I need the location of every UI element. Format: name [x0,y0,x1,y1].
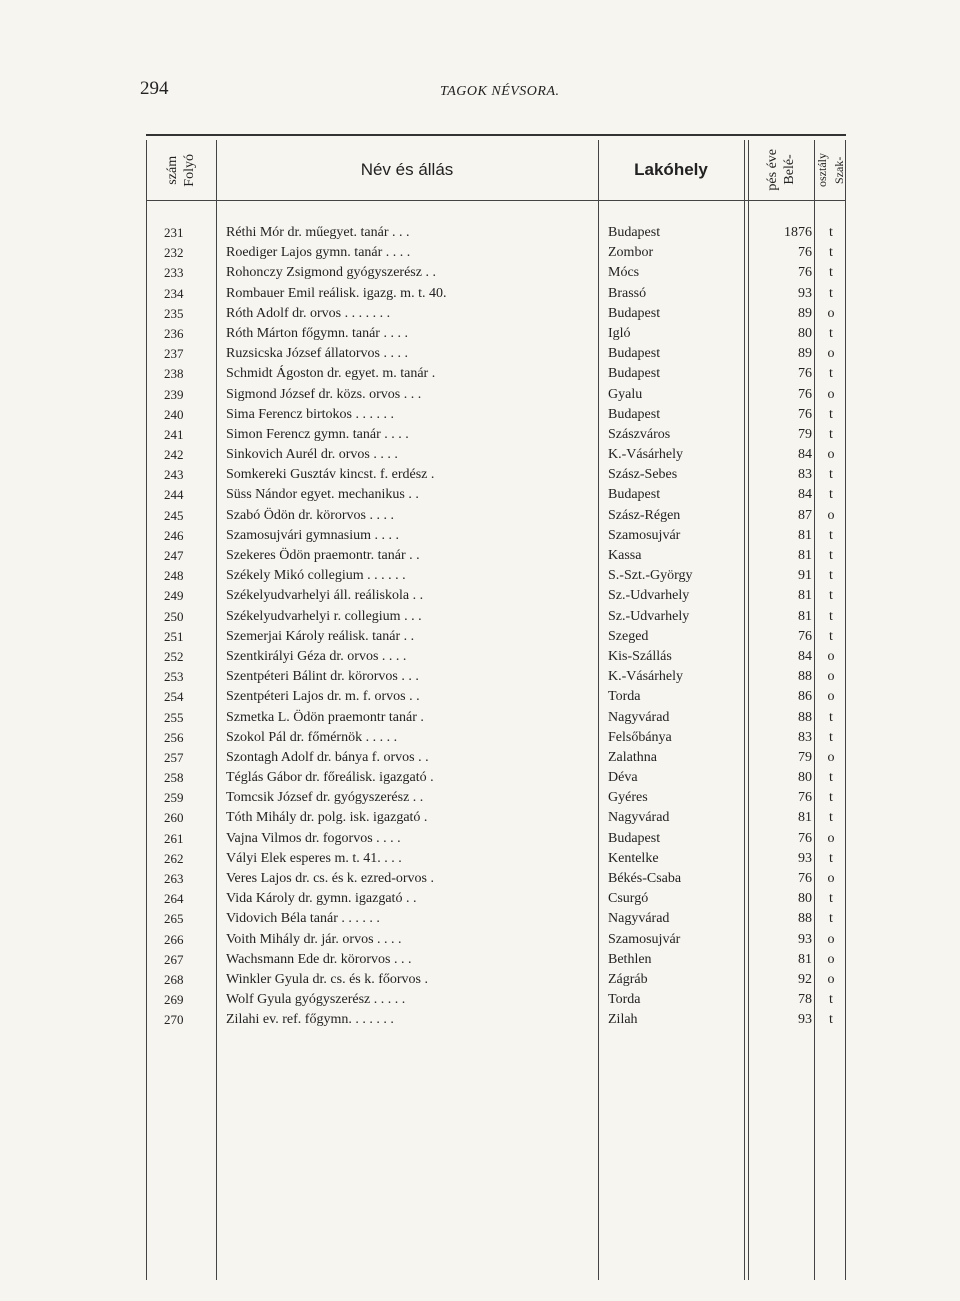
member-residence: Szász-Régen [608,507,681,523]
table-row [146,566,846,586]
row-number: 239 [164,386,184,402]
member-section: t [829,1012,833,1028]
member-section: o [827,931,835,947]
table-row [146,324,846,344]
table-row [146,546,846,566]
header-year-line1: Belé- [781,154,797,186]
table-row [146,808,846,828]
member-name: Szokol Pál dr. főmérnök . . . . . [226,729,398,745]
member-name: Tóth Mihály dr. polg. isk. igazgató . [226,810,428,826]
row-number: 260 [164,810,184,826]
member-residence: K.-Vásárhely [608,447,684,463]
header-section-line1: Szak- [832,156,846,184]
row-number: 244 [164,487,184,503]
join-year: 86 [798,689,812,705]
member-name: Szentpéteri Bálint dr. körorvos . . . [226,669,419,685]
table-row [146,909,846,929]
row-number: 261 [164,830,184,846]
row-number: 248 [164,568,184,584]
member-name: Veres Lajos dr. cs. és k. ezred-orvos . [226,871,434,886]
member-name: Róth Adolf dr. orvos . . . . . . . [226,305,391,321]
table-row [146,970,846,990]
member-name: Szontagh Adolf dr. bánya f. orvos . . [226,749,429,765]
row-number: 268 [164,971,184,987]
member-name: Székelyudvarhelyi r. collegium . . . [226,608,422,624]
member-name: Somkereki Gusztáv kincst. f. erdész . [226,467,435,483]
row-number: 262 [164,850,184,866]
member-section: t [829,487,833,503]
member-name: Vidovich Béla tanár . . . . . . [226,911,380,927]
table-row [146,889,846,909]
join-year: 76 [798,628,812,644]
join-year: 76 [798,245,812,261]
member-residence: Torda [608,689,641,705]
row-number: 232 [164,245,184,261]
member-residence: Felsőbánya [608,729,672,745]
row-number: 267 [164,951,184,967]
header-serial-line1: Folyó [181,153,197,187]
members-table [146,140,846,1031]
row-number: 270 [164,1012,184,1028]
member-section: t [829,790,833,806]
member-section: t [829,265,833,281]
row-number: 243 [164,467,184,483]
table-row [146,304,846,324]
member-name: Szentkirályi Géza dr. orvos . . . . [226,648,407,664]
member-residence: Sz.-Udvarhely [608,608,690,624]
table-body [146,201,846,1031]
join-year: 79 [798,426,812,442]
table-row [146,788,846,808]
member-section: t [829,467,833,483]
table-row [146,364,846,384]
top-rule [146,134,846,136]
member-section: o [827,951,835,967]
member-section: t [829,245,833,261]
join-year: 81 [798,810,812,826]
table-row [146,405,846,425]
running-head: TAGOK NÉVSORA. [440,84,560,99]
join-year: 79 [798,749,812,765]
table-row [146,748,846,768]
row-number: 246 [164,527,184,543]
table-row [146,223,846,243]
join-year: 93 [798,850,812,866]
table-row [146,284,846,304]
member-name: Szemerjai Károly reálisk. tanár . . [226,628,415,644]
row-number: 236 [164,325,184,341]
member-name: Szamosujvári gymnasium . . . . [226,527,400,543]
member-name: Süss Nándor egyet. mechanikus . . [226,487,419,503]
join-year: 80 [798,325,812,341]
join-year: 76 [798,386,812,402]
member-name: Rohonczy Zsigmond gyógyszerész . . [226,265,436,281]
join-year: 87 [798,507,812,523]
member-residence: K.-Vásárhely [608,669,684,685]
join-year: 84 [798,487,812,503]
member-residence: Szeged [608,628,649,644]
member-name: Sigmond József dr. közs. orvos . . . [226,386,422,402]
row-number: 234 [164,285,184,301]
member-residence: Mócs [608,265,640,281]
join-year: 93 [798,931,812,947]
member-residence: S.-Szt.-György [608,568,693,584]
member-section: t [829,325,833,341]
row-number: 256 [164,729,184,745]
table-row [146,385,846,405]
member-name: Wachsmann Ede dr. körorvos . . . [226,951,412,967]
join-year: 81 [798,608,812,624]
member-residence: Békés-Csaba [608,871,682,886]
table-row [146,425,846,445]
table-row [146,990,846,1010]
row-number: 257 [164,749,184,765]
table-row [146,263,846,283]
member-residence: Szamosujvár [608,527,681,543]
join-year: 76 [798,265,812,281]
member-name: Voith Mihály dr. jár. orvos . . . . [226,931,402,947]
member-section: t [829,729,833,745]
header-place: Lakóhely [634,160,708,179]
header-year-line2: pés éve [764,149,780,191]
member-residence: Zalathna [608,749,657,765]
member-section: o [827,346,835,362]
row-number: 249 [164,588,184,604]
member-residence: Zilah [608,1012,638,1028]
row-number: 235 [164,305,184,321]
member-residence: Nagyvárad [608,709,670,725]
member-residence: Zágráb [608,971,648,987]
member-residence: Nagyvárad [608,911,670,927]
table-header [146,140,846,201]
join-year: 78 [798,992,812,1008]
row-number: 253 [164,669,184,685]
member-section: o [827,689,835,705]
table-row [146,869,846,889]
member-name: Szekeres Ödön praemontr. tanár . . [226,548,420,563]
row-number: 254 [164,689,184,705]
join-year: 88 [798,709,812,725]
join-year: 83 [798,729,812,745]
member-section: t [829,709,833,725]
row-number: 242 [164,447,184,463]
member-name: Schmidt Ágoston dr. egyet. m. tanár . [226,366,436,382]
member-residence: Sz.-Udvarhely [608,588,690,604]
member-section: o [827,386,835,402]
member-name: Szabó Ödön dr. körorvos . . . . [226,507,394,523]
member-residence: Brassó [608,285,647,301]
header-serial [146,140,216,200]
member-name: Szentpéteri Lajos dr. m. f. orvos . . [226,689,420,705]
table-row [146,849,846,869]
row-number: 233 [164,265,184,281]
header-year [748,140,814,200]
table-row [146,526,846,546]
table-row [146,829,846,849]
join-year: 84 [798,447,812,463]
table-row [146,465,846,485]
join-year: 76 [798,790,812,806]
member-section: t [829,426,833,442]
member-name: Vályi Elek esperes m. t. 41. . . . [226,850,402,866]
row-number: 251 [164,628,184,644]
table-row [146,647,846,667]
page-number: 294 [140,78,169,99]
member-section: t [829,548,833,563]
member-section: o [827,749,835,765]
member-name: Zilahi ev. ref. főgymn. . . . . . . [226,1012,394,1028]
member-residence: Gyéres [608,790,648,806]
join-year: 89 [798,346,812,362]
join-year: 93 [798,285,812,301]
row-number: 231 [164,225,184,240]
row-number: 263 [164,871,184,886]
table-row [146,687,846,707]
join-year: 81 [798,951,812,967]
member-section: o [827,669,835,685]
table-row [146,667,846,687]
member-residence: Szász-Sebes [608,467,678,483]
table-row [146,344,846,364]
member-section: o [827,871,835,886]
member-residence: Déva [608,770,638,786]
table-row [146,627,846,647]
row-number: 265 [164,911,184,927]
member-name: Roediger Lajos gymn. tanár . . . . [226,245,411,261]
member-section: t [829,810,833,826]
table-row [146,607,846,627]
member-residence: Csurgó [608,891,649,907]
join-year: 83 [798,467,812,483]
member-residence: Igló [608,325,631,341]
member-section: o [827,971,835,987]
join-year: 81 [798,588,812,604]
member-section: t [829,850,833,866]
member-residence: Nagyvárad [608,810,670,826]
member-section: o [827,447,835,463]
member-name: Wolf Gyula gyógyszerész . . . . . [226,992,406,1008]
table-row [146,1010,846,1030]
member-name: Róth Márton főgymn. tanár . . . . [226,325,408,341]
member-name: Sima Ferencz birtokos . . . . . . [226,406,394,422]
member-residence: Gyalu [608,386,643,402]
header-section [815,140,846,200]
member-section: t [829,992,833,1008]
table-row [146,708,846,728]
member-residence: Kassa [608,548,642,563]
member-residence: Budapest [608,305,661,321]
member-name: Vida Károly dr. gymn. igazgató . . [226,891,417,907]
join-year: 1876 [784,225,812,240]
member-section: o [827,830,835,846]
member-section: t [829,911,833,927]
member-name: Téglás Gábor dr. főreálisk. igazgató . [226,770,434,786]
member-section: t [829,608,833,624]
member-section: t [829,770,833,786]
member-residence: Szamosujvár [608,931,681,947]
join-year: 88 [798,669,812,685]
header-serial-line2: szám [164,155,180,185]
member-residence: Zombor [608,245,654,261]
member-name: Réthi Mór dr. műegyet. tanár . . . [226,225,410,240]
join-year: 76 [798,366,812,382]
join-year: 84 [798,648,812,664]
join-year: 76 [798,406,812,422]
member-residence: Bethlen [608,951,652,967]
join-year: 89 [798,305,812,321]
member-residence: Torda [608,992,641,1008]
table-row [146,485,846,505]
member-name: Szmetka L. Ödön praemontr tanár . [226,709,424,725]
member-section: t [829,891,833,907]
member-residence: Budapest [608,225,661,240]
join-year: 91 [798,568,812,584]
member-section: t [829,588,833,604]
row-number: 237 [164,346,184,362]
member-section: o [827,648,835,664]
member-residence: Budapest [608,830,661,846]
row-number: 259 [164,790,184,806]
header-section-line2: osztály [815,153,829,187]
member-section: t [829,225,833,240]
member-name: Székely Mikó collegium . . . . . . [226,568,406,584]
member-section: o [827,507,835,523]
member-name: Székelyudvarhelyi áll. reáliskola . . [226,588,424,604]
member-residence: Budapest [608,366,661,382]
member-section: t [829,366,833,382]
join-year: 81 [798,527,812,543]
row-number: 258 [164,770,184,786]
row-number: 269 [164,992,184,1008]
join-year: 93 [798,1012,812,1028]
table-row [146,506,846,526]
member-residence: Budapest [608,346,661,362]
member-name: Rombauer Emil reálisk. igazg. m. t. 40. [226,285,447,301]
member-section: t [829,568,833,584]
member-name: Vajna Vilmos dr. fogorvos . . . . [226,830,401,846]
member-section: t [829,527,833,543]
row-number: 252 [164,648,184,664]
member-section: t [829,406,833,422]
member-name: Sinkovich Aurél dr. orvos . . . . [226,447,398,463]
join-year: 92 [798,971,812,987]
member-name: Ruzsicska József állatorvos . . . . [226,346,408,362]
member-name: Tomcsik József dr. gyógyszerész . . [226,790,424,806]
table-row [146,930,846,950]
member-residence: Budapest [608,406,661,422]
join-year: 81 [798,548,812,563]
member-section: t [829,628,833,644]
join-year: 76 [798,871,812,886]
header-name: Név és állás [360,160,454,179]
row-number: 245 [164,507,184,523]
table-row [146,728,846,748]
member-residence: Budapest [608,487,661,503]
join-year: 88 [798,911,812,927]
member-residence: Kis-Szállás [608,648,672,664]
member-section: t [829,285,833,301]
member-section: o [827,305,835,321]
row-number: 264 [164,891,184,907]
member-residence: Szászváros [608,426,671,442]
row-number: 266 [164,931,184,947]
table-row [146,586,846,606]
table-row [146,950,846,970]
join-year: 76 [798,830,812,846]
table-row [146,445,846,465]
row-number: 247 [164,548,184,563]
member-name: Simon Ferencz gymn. tanár . . . . [226,426,409,442]
member-residence: Kentelke [608,850,659,866]
join-year: 80 [798,770,812,786]
row-number: 240 [164,406,184,422]
member-name: Winkler Gyula dr. cs. és k. főorvos . [226,971,429,987]
join-year: 80 [798,891,812,907]
row-number: 238 [164,366,184,382]
row-number: 250 [164,608,184,624]
row-number: 255 [164,709,184,725]
row-number: 241 [164,426,184,442]
table-row [146,768,846,788]
table-row [146,243,846,263]
